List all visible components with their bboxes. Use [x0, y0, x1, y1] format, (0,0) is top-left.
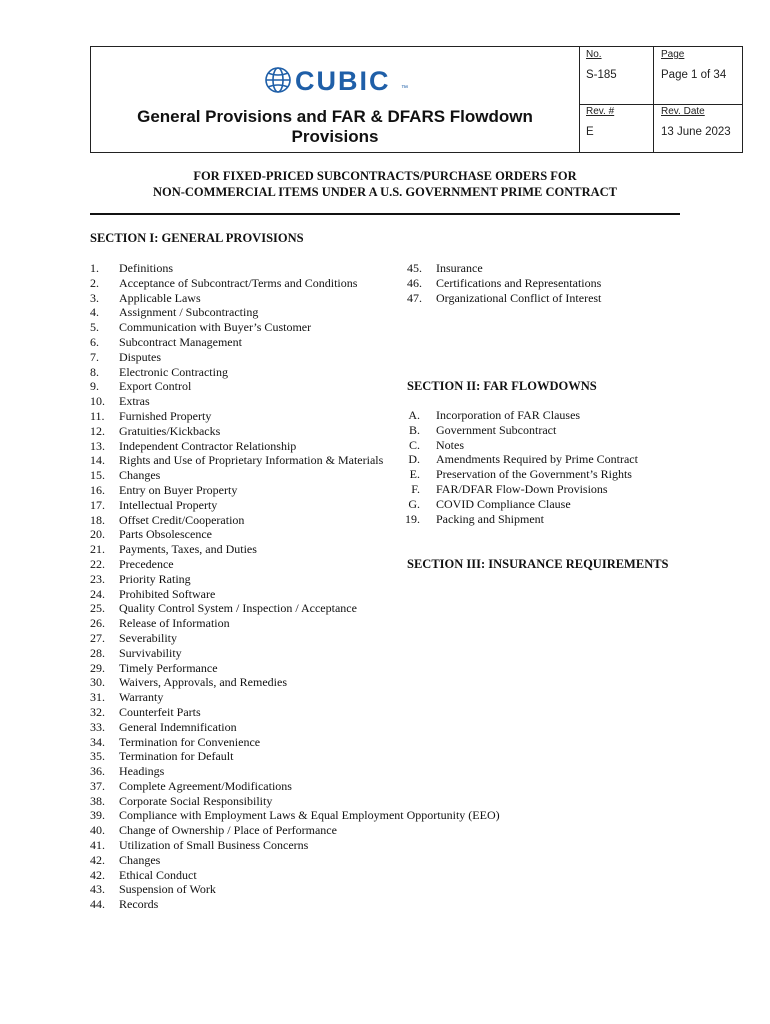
list-item-number: 46.: [407, 275, 422, 290]
list-item-number: 11.: [90, 408, 105, 423]
list-item: [90, 808, 500, 823]
list-item: [90, 882, 410, 897]
list-item-label: Precedence: [119, 556, 174, 571]
document-title-line1: General Provisions and FAR & DFARS Flowdown: [137, 107, 533, 126]
list-item-label: Headings: [119, 764, 165, 779]
list-item-number: F.: [411, 481, 420, 496]
far-flowdowns-list: [400, 408, 720, 526]
list-item: [90, 483, 410, 498]
list-item-number: E.: [409, 467, 420, 482]
general-provisions-list-continued: [407, 261, 707, 305]
list-item-label: Corporate Social Responsibility: [119, 793, 273, 808]
list-item-label: General Indemnification: [119, 719, 237, 734]
list-item: [90, 513, 410, 528]
list-item-number: 17.: [90, 497, 105, 512]
list-item: [90, 261, 410, 276]
list-item-label: Independent Contractor Relationship: [119, 438, 297, 453]
list-item-label: Certifications and Representations: [436, 275, 602, 290]
list-item-label: Offset Credit/Cooperation: [119, 512, 245, 527]
document-header: [90, 46, 743, 153]
list-item: [90, 498, 410, 513]
doc-number-value: S-185: [586, 69, 617, 81]
list-item-number: 13.: [90, 438, 105, 453]
list-item-number: 31.: [90, 690, 105, 705]
list-item-number: 36.: [90, 764, 105, 779]
list-item: [90, 794, 410, 809]
list-item-label: Extras: [119, 394, 150, 409]
list-item-number: 28.: [90, 645, 105, 660]
list-item-number: 44.: [90, 897, 105, 912]
list-item: [90, 453, 410, 468]
list-item-number: 42.: [90, 867, 105, 882]
list-item: [90, 823, 410, 838]
list-item: [90, 587, 410, 602]
list-item: [400, 467, 720, 482]
header-divider: [579, 104, 742, 105]
list-item-label: Parts Obsolescence: [119, 527, 212, 542]
list-item-label: Incorporation of FAR Clauses: [436, 408, 581, 422]
list-item-number: 16.: [90, 482, 105, 497]
document-title: [105, 107, 565, 147]
list-item-label: Ethical Conduct: [119, 867, 197, 882]
list-item-label: FAR/DFAR Flow-Down Provisions: [436, 481, 608, 496]
list-item: [400, 438, 720, 453]
list-item-label: Counterfeit Parts: [119, 704, 201, 719]
list-item: [90, 720, 410, 735]
list-item-label: Utilization of Small Business Concerns: [119, 838, 309, 853]
list-item-label: Severability: [119, 630, 177, 645]
list-item-label: Communication with Buyer’s Customer: [119, 320, 312, 335]
cubic-logo: [261, 63, 411, 97]
list-item: [90, 601, 410, 616]
list-item-number: 38.: [90, 793, 105, 808]
list-item: [90, 320, 410, 335]
list-item-number: 33.: [90, 719, 105, 734]
list-item: [407, 276, 707, 291]
list-item-number: 18.: [90, 512, 105, 527]
list-item-label: Warranty: [119, 690, 164, 705]
list-item: [90, 394, 410, 409]
list-item: [90, 527, 410, 542]
list-item-label: Priority Rating: [119, 571, 191, 586]
trademark-text: ™: [401, 85, 408, 92]
list-item-label: Notes: [436, 437, 464, 452]
list-item-number: 34.: [90, 734, 105, 749]
list-item-number: 27.: [90, 630, 105, 645]
list-item-number: 32.: [90, 704, 105, 719]
list-item-label: Definitions: [119, 261, 173, 275]
list-item: [90, 897, 410, 912]
list-item-number: 22.: [90, 556, 105, 571]
list-item-number: 15.: [90, 468, 105, 483]
list-item: [90, 335, 410, 350]
revision-label: Rev. #: [586, 106, 615, 117]
list-item-label: Termination for Convenience: [119, 734, 261, 749]
list-item-number: 2.: [90, 275, 99, 290]
list-item: [90, 557, 410, 572]
list-item: [90, 853, 410, 868]
list-item-label: Suspension of Work: [119, 882, 216, 897]
list-item-label: COVID Compliance Clause: [436, 496, 571, 511]
revision-date-value: 13 June 2023: [661, 126, 731, 138]
list-item-label: Change of Ownership / Place of Performance: [119, 823, 337, 838]
list-item-number: 9.: [90, 379, 99, 394]
list-item-number: 3.: [90, 290, 99, 305]
list-item-number: 39.: [90, 808, 105, 823]
list-item-number: B.: [408, 422, 420, 437]
list-item-label: Complete Agreement/Modifications: [119, 778, 292, 793]
list-item-label: Survivability: [119, 645, 182, 660]
brand-text: CUBIC: [295, 66, 391, 96]
list-item: [400, 482, 720, 497]
list-item-label: Changes: [119, 852, 161, 867]
header-divider: [653, 47, 654, 152]
list-item-number: 19.: [405, 511, 420, 526]
list-item-number: D.: [408, 452, 420, 467]
doc-number-label: No.: [586, 49, 602, 60]
section-3-heading: SECTION III: INSURANCE REQUIREMENTS: [407, 557, 669, 571]
list-item: [400, 452, 720, 467]
list-item: [90, 661, 410, 676]
document-subtitle: [90, 169, 680, 200]
list-item-label: Acceptance of Subcontract/Terms and Conditions: [119, 275, 358, 290]
list-item-label: Entry on Buyer Property: [119, 482, 238, 497]
section-2-heading: SECTION II: FAR FLOWDOWNS: [407, 379, 597, 393]
list-item-number: 43.: [90, 882, 105, 897]
list-item: [90, 675, 410, 690]
list-item: [90, 424, 410, 439]
list-item: [90, 379, 410, 394]
list-item: [90, 631, 410, 646]
list-item-number: 6.: [90, 334, 99, 349]
list-item-number: 47.: [407, 290, 422, 305]
list-item: [90, 690, 410, 705]
list-item-number: 37.: [90, 778, 105, 793]
list-item-number: 23.: [90, 571, 105, 586]
list-item: [90, 305, 410, 320]
list-item-label: Gratuities/Kickbacks: [119, 423, 221, 438]
list-item-label: Waivers, Approvals, and Remedies: [119, 675, 287, 690]
list-item-number: 4.: [90, 305, 99, 320]
list-item-label: Termination for Default: [119, 749, 234, 764]
list-item-number: 26.: [90, 616, 105, 631]
list-item: [90, 616, 410, 631]
list-item: [90, 764, 410, 779]
header-divider: [579, 47, 580, 152]
revision-value: E: [586, 126, 594, 138]
list-item: [90, 705, 410, 720]
list-item-label: Disputes: [119, 349, 161, 364]
list-item-label: Assignment / Subcontracting: [119, 305, 259, 320]
list-item: [90, 439, 410, 454]
list-item-label: Furnished Property: [119, 408, 212, 423]
horizontal-rule: [90, 213, 680, 215]
list-item-label: Compliance with Employment Laws & Equal Employment Opportunity (EEO): [119, 808, 500, 823]
revision-date-label: Rev. Date: [661, 106, 705, 117]
document-title-line2: Provisions: [291, 127, 379, 146]
list-item-number: 1.: [90, 261, 99, 275]
list-item: [90, 542, 410, 557]
list-item-number: 25.: [90, 601, 105, 616]
list-item-number: C.: [408, 437, 420, 452]
list-item: [90, 350, 410, 365]
list-item: [90, 838, 410, 853]
section-1-heading: SECTION I: GENERAL PROVISIONS: [90, 231, 304, 245]
list-item-label: Payments, Taxes, and Duties: [119, 542, 257, 557]
list-item-number: 30.: [90, 675, 105, 690]
list-item-number: 5.: [90, 320, 99, 335]
list-item-number: 20.: [90, 527, 105, 542]
list-item-number: 14.: [90, 453, 105, 468]
list-item: [90, 749, 410, 764]
list-item: [90, 291, 410, 306]
list-item-number: 24.: [90, 586, 105, 601]
page-value: Page 1 of 34: [661, 69, 727, 81]
list-item-number: 35.: [90, 749, 105, 764]
list-item-label: Timely Performance: [119, 660, 218, 675]
list-item: [400, 512, 720, 527]
list-item-label: Insurance: [436, 261, 483, 275]
list-item-number: 8.: [90, 364, 99, 379]
list-item-label: Preservation of the Government’s Rights: [436, 467, 632, 482]
list-item-number: 12.: [90, 423, 105, 438]
cubic-logo-icon: [261, 63, 411, 97]
list-item: [90, 572, 410, 587]
list-item-label: Release of Information: [119, 616, 230, 631]
list-item-label: Rights and Use of Proprietary Information & Materials: [119, 453, 384, 468]
list-item-label: Government Subcontract: [436, 422, 557, 437]
list-item: [90, 646, 410, 661]
subtitle-line1: FOR FIXED-PRICED SUBCONTRACTS/PURCHASE ORDERS FOR: [193, 169, 577, 183]
list-item-label: Subcontract Management: [119, 334, 242, 349]
list-item: [90, 779, 410, 794]
list-item-label: Applicable Laws: [119, 290, 201, 305]
list-item: [90, 868, 410, 883]
list-item-number: 21.: [90, 542, 105, 557]
list-item-number: G.: [408, 496, 420, 511]
page-label: Page: [661, 49, 685, 60]
list-item-label: Intellectual Property: [119, 497, 218, 512]
list-item-number: 10.: [90, 394, 105, 409]
list-item: [407, 291, 707, 306]
list-item: [90, 468, 410, 483]
list-item-label: Amendments Required by Prime Contract: [436, 452, 638, 467]
list-item-number: 7.: [90, 349, 99, 364]
list-item: [90, 276, 410, 291]
list-item: [407, 261, 707, 276]
list-item: [400, 423, 720, 438]
list-item-label: Organizational Conflict of Interest: [436, 290, 602, 305]
list-item-number: 29.: [90, 660, 105, 675]
list-item: [90, 409, 410, 424]
list-item-number: A.: [408, 408, 420, 422]
list-item-label: Packing and Shipment: [436, 511, 544, 526]
list-item-number: 41.: [90, 838, 105, 853]
list-item-number: 40.: [90, 823, 105, 838]
list-item-label: Records: [119, 897, 159, 912]
list-item-number: 45.: [407, 261, 422, 275]
list-item: [400, 408, 720, 423]
list-item-label: Changes: [119, 468, 161, 483]
list-item-label: Quality Control System / Inspection / Acceptance: [119, 601, 357, 616]
subtitle-line2: NON-COMMERCIAL ITEMS UNDER A U.S. GOVERNMENT PRIME CONTRACT: [152, 184, 618, 199]
list-item: [400, 497, 720, 512]
list-item-label: Export Control: [119, 379, 192, 394]
list-item: [90, 365, 410, 380]
list-item: [90, 735, 410, 750]
list-item-number: 42.: [90, 852, 105, 867]
list-item-label: Electronic Contracting: [119, 364, 228, 379]
list-item-label: Prohibited Software: [119, 586, 216, 601]
